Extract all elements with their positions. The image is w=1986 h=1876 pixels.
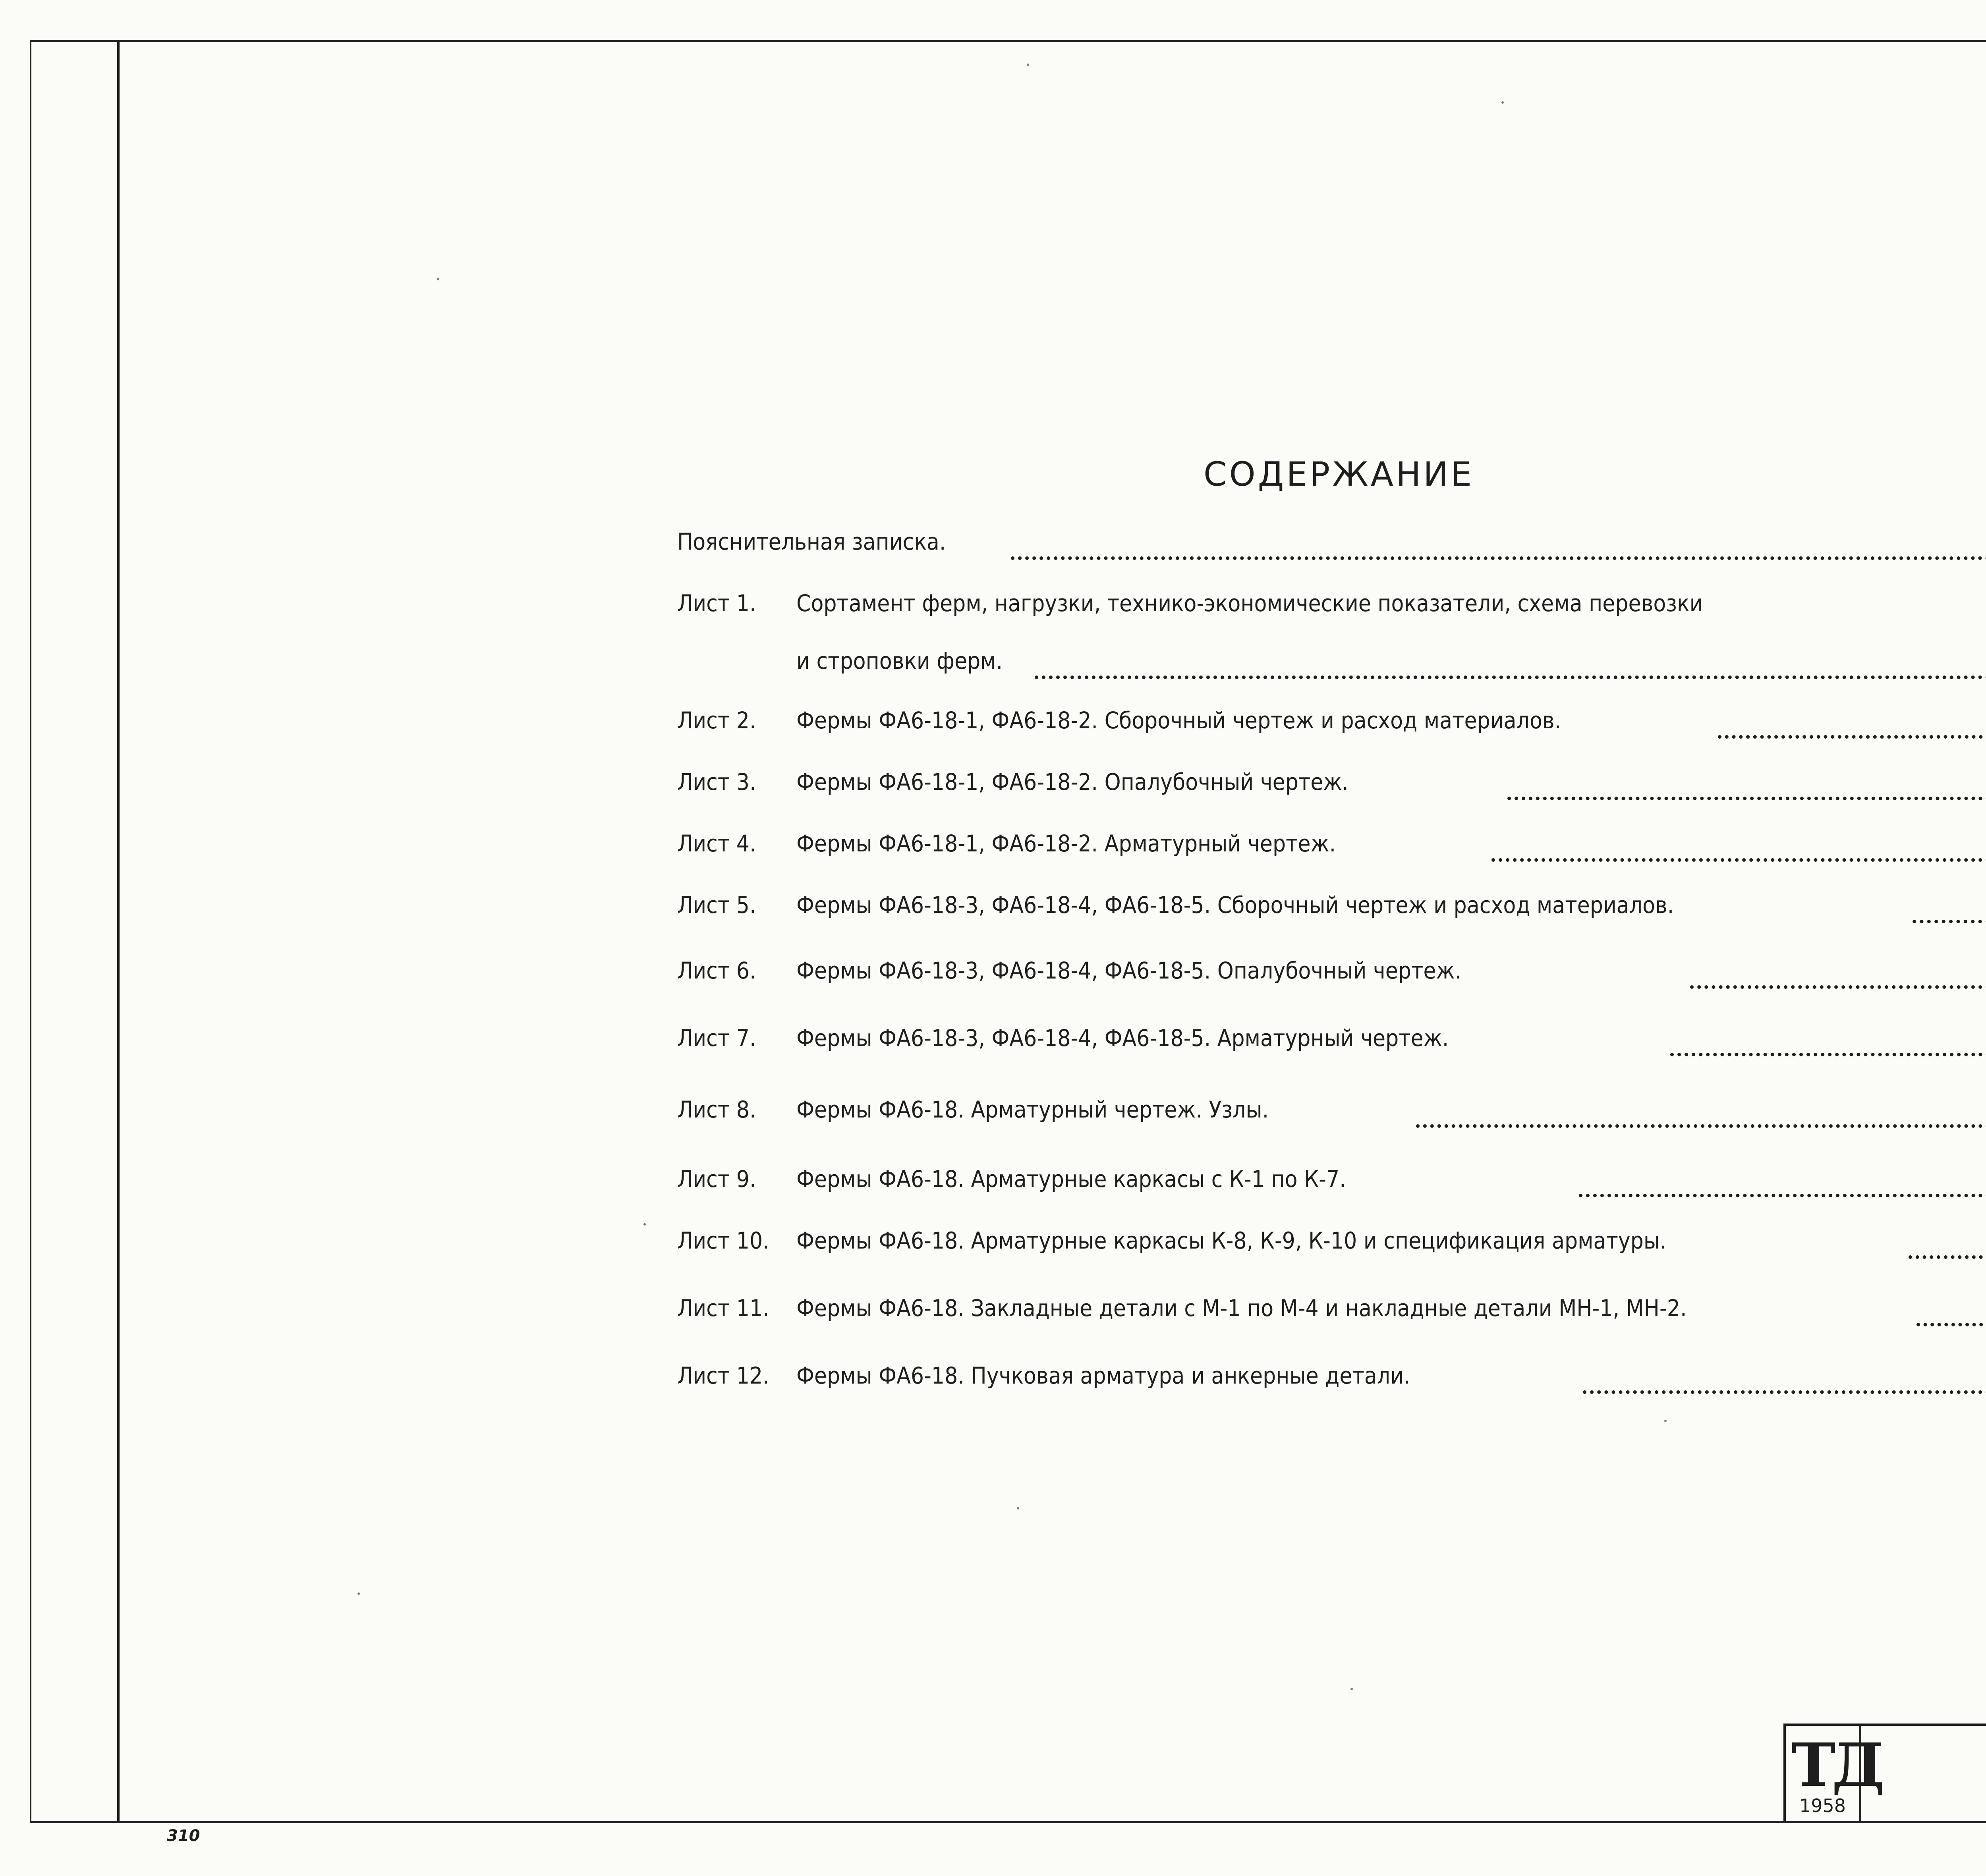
toc-entry-text: и строповки ферм. — [796, 647, 1003, 674]
toc-row — [677, 707, 1986, 743]
toc-row — [677, 647, 1986, 683]
toc-row — [677, 768, 1986, 804]
toc-row — [677, 590, 1986, 625]
toc-sheet-label: Лист 4. — [677, 830, 756, 857]
frame-top-border — [30, 40, 1986, 42]
toc-leader-dots — [1416, 1096, 1986, 1128]
toc-sheet-label: Лист 10. — [677, 1227, 769, 1254]
toc-row — [677, 1096, 1986, 1132]
scan-speck — [1017, 1507, 1019, 1509]
toc-entry-text: Пояснительная записка. — [677, 528, 946, 555]
toc-sheet-label: Лист 7. — [677, 1025, 756, 1052]
toc-sheet-label: Лист 3. — [677, 768, 756, 795]
toc-leader-dots — [1690, 957, 1986, 989]
toc-leader-dots — [1507, 768, 1986, 800]
scan-speck — [1350, 1688, 1353, 1690]
toc-leader-dots — [1491, 830, 1986, 862]
toc-row — [677, 1362, 1986, 1398]
scan-speck — [357, 1592, 360, 1595]
toc-row — [677, 1166, 1986, 1201]
frame-left-inner-border — [117, 40, 120, 1823]
toc-row — [677, 1295, 1986, 1330]
toc-leader-dots — [1579, 1166, 1986, 1197]
toc-sheet-label: Лист 6. — [677, 957, 756, 984]
frame-bottom-border — [30, 1821, 1986, 1823]
toc-entry-text: Фермы ФА6-18. Арматурные каркасы с К-1 по К-7. — [796, 1166, 1346, 1193]
toc-entry-text: Фермы ФА6-18-3, ФА6-18-4, ФА6-18-5. Сборочный чертеж и расход материалов. — [796, 892, 1674, 919]
scan-speck — [643, 1223, 646, 1226]
toc-row — [677, 957, 1986, 993]
toc-leader-dots — [1913, 892, 1986, 923]
toc-entry-text: Фермы ФА6-18-1, ФА6-18-2. Арматурный чертеж. — [796, 830, 1336, 857]
toc-entry-text: Фермы ФА6-18. Арматурные каркасы К-8, К-9, К-10 и спецификация арматуры. — [796, 1227, 1667, 1254]
toc-leader-dots — [1035, 647, 1986, 679]
toc-entry-text: Фермы ФА6-18-3, ФА6-18-4, ФА6-18-5. Опалубочный чертеж. — [796, 957, 1462, 984]
toc-leader-dots — [1916, 1295, 1986, 1326]
publisher-logo: ТД — [1791, 1730, 1881, 1800]
toc-sheet-label: Лист 12. — [677, 1362, 769, 1389]
toc-sheet-label: Лист 2. — [677, 707, 756, 734]
title-block-left-border — [1783, 1724, 1786, 1823]
title-block-year: 1958 — [1799, 1795, 1846, 1816]
toc-row — [677, 528, 1986, 564]
toc-row — [677, 1025, 1986, 1060]
title-block-top-border — [1783, 1724, 1986, 1726]
toc-entry-text: Сортамент ферм, нагрузки, технико-экономические показатели, схема перевозки — [796, 590, 1703, 617]
toc-entry-text: Фермы ФА6-18. Арматурный чертеж. Узлы. — [796, 1096, 1269, 1123]
toc-sheet-label: Лист 8. — [677, 1096, 756, 1123]
scan-speck — [437, 278, 439, 280]
toc-leader-dots — [1718, 707, 1986, 739]
toc-row — [677, 892, 1986, 927]
frame-left-outer-border — [30, 40, 31, 1823]
toc-entry-text: Фермы ФА6-18-3, ФА6-18-4, ФА6-18-5. Арматурный чертеж. — [796, 1025, 1449, 1052]
toc-entry-text: Фермы ФА6-18. Пучковая арматура и анкерные детали. — [796, 1362, 1410, 1389]
scan-speck — [1027, 64, 1029, 66]
toc-sheet-label: Лист 1. — [677, 590, 756, 617]
toc-sheet-label: Лист 9. — [677, 1166, 756, 1193]
toc-leader-dots — [1011, 528, 1986, 560]
toc-leader-dots — [1670, 1025, 1986, 1056]
toc-leader-dots — [1583, 1362, 1986, 1394]
toc-sheet-label: Лист 5. — [677, 892, 756, 919]
toc-sheet-label: Лист 11. — [677, 1295, 769, 1322]
page-title: СОДЕРЖАНИЕ — [1204, 455, 1474, 494]
toc-entry-text: Фермы ФА6-18. Закладные детали с М-1 по М-4 и накладные детали МН-1, МН-2. — [796, 1295, 1687, 1322]
toc-leader-dots — [1909, 1227, 1986, 1259]
toc-entry-text: Фермы ФА6-18-1, ФА6-18-2. Сборочный чертеж и расход материалов. — [796, 707, 1561, 734]
bottom-left-number: 310 — [167, 1827, 200, 1845]
toc-entry-text: Фермы ФА6-18-1, ФА6-18-2. Опалубочный чертеж. — [796, 768, 1348, 795]
toc-row — [677, 1227, 1986, 1263]
toc-row — [677, 830, 1986, 866]
scan-speck — [1501, 101, 1504, 104]
scan-speck — [1664, 1420, 1667, 1422]
